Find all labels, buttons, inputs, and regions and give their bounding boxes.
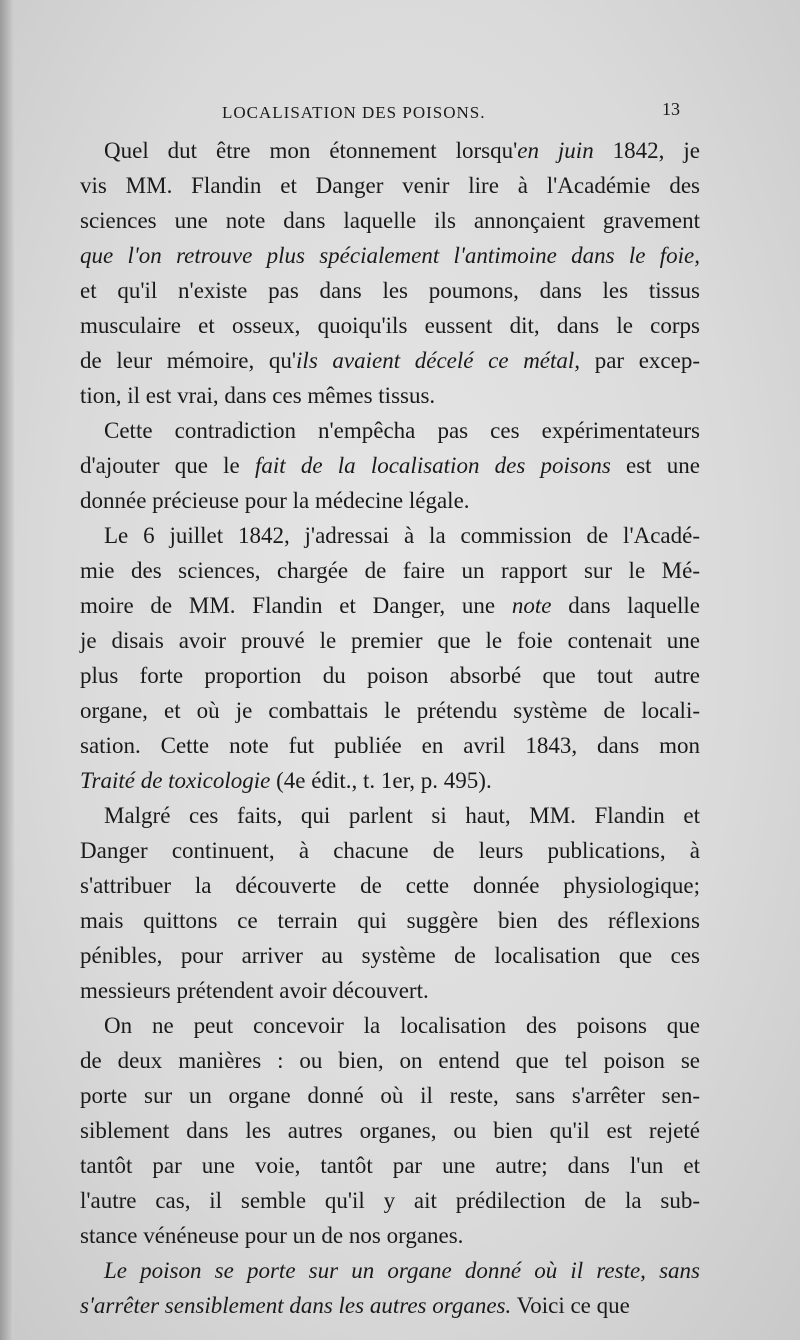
text-segment: organe, et où je combattais le prétendu système de locali-	[80, 698, 700, 723]
text-segment: d'ajouter que le	[80, 453, 255, 478]
text-segment: tantôt par une voie, tantôt par une autre; dans l'un et	[80, 1153, 700, 1178]
text-line	[80, 168, 700, 203]
text-segment: Voici ce que	[511, 1293, 630, 1318]
paragraph	[80, 798, 700, 1008]
text-line	[80, 1113, 700, 1148]
paragraph	[80, 413, 700, 518]
text-line	[80, 413, 700, 448]
text-segment: (4e édit., t. 1er, p. 495).	[270, 768, 492, 793]
text-line	[80, 448, 700, 483]
page-header	[80, 99, 680, 133]
text-line	[80, 308, 700, 343]
text-line	[80, 623, 700, 658]
text-line	[80, 1183, 700, 1218]
text-segment: stance vénéneuse pour un de nos organes.	[80, 1223, 464, 1248]
text-line	[80, 553, 700, 588]
text-segment: Malgré ces faits, qui parlent si haut, MM. Flandin et	[104, 803, 700, 828]
text-segment: sciences une note dans laquelle ils annonçaient gravement	[80, 208, 700, 233]
paragraph	[80, 518, 700, 798]
text-segment: On ne peut concevoir la localisation des poisons que	[104, 1013, 700, 1038]
text-segment: l'autre cas, il semble qu'il y ait prédilection de la sub-	[80, 1188, 700, 1213]
text-line	[80, 658, 700, 693]
text-segment: sation. Cette note fut publiée en avril 1843, dans mon	[80, 733, 700, 758]
text-line	[80, 938, 700, 973]
text-line	[80, 728, 700, 763]
text-segment: je disais avoir prouvé le premier que le foie contenait une	[80, 628, 700, 653]
text-segment: s'attribuer la découverte de cette donnée physiologique;	[80, 873, 700, 898]
text-line	[80, 1008, 700, 1043]
italic-text: s'arrêter sensiblement dans les autres organes.	[80, 1293, 512, 1318]
italic-text: Le poison se porte sur un organe donné où il reste, sans	[104, 1258, 700, 1283]
text-segment: de leur mémoire, qu'	[80, 348, 297, 373]
text-line	[80, 343, 700, 378]
text-line	[80, 203, 700, 238]
italic-text: Traité de toxicologie	[80, 768, 271, 793]
text-segment: par excep-	[580, 348, 701, 373]
text-segment: dans laquelle	[551, 593, 700, 618]
text-line	[80, 1288, 700, 1323]
text-segment: 1842, je	[593, 138, 700, 163]
text-segment: musculaire et osseux, quoiqu'ils eussent dit, dans le corps	[80, 313, 700, 338]
text-line	[80, 273, 700, 308]
text-segment: Le 6 juillet 1842, j'adressai à la commission de l'Acadé-	[104, 523, 700, 548]
text-line	[80, 518, 700, 553]
running-title: LOCALISATION DES POISONS.	[222, 103, 486, 122]
text-line	[80, 1253, 700, 1288]
text-segment: moire de MM. Flandin et Danger, une	[80, 593, 512, 618]
paragraph	[80, 133, 700, 413]
text-segment: vis MM. Flandin et Danger venir lire à l'Académie des	[80, 173, 700, 198]
paragraph	[80, 1253, 700, 1323]
text-line	[80, 133, 700, 168]
page-number: 13	[662, 99, 680, 119]
text-segment: Cette contradiction n'empêcha pas ces expérimentateurs	[104, 418, 700, 443]
text-segment: plus forte proportion du poison absorbé que tout autre	[80, 663, 700, 688]
text-segment: siblement dans les autres organes, ou bien qu'il est rejeté	[80, 1118, 700, 1143]
text-line	[80, 693, 700, 728]
text-line	[80, 1218, 700, 1253]
italic-text: en juin	[517, 138, 594, 163]
text-line	[80, 238, 700, 273]
italic-text: fait de la localisation des poisons	[254, 453, 611, 478]
text-line	[80, 378, 700, 413]
text-line	[80, 763, 700, 798]
italic-text: que l'on retrouve plus spécialement l'antimoine dans le foie,	[80, 243, 700, 268]
text-segment: porte sur un organe donné où il reste, sans s'arrêter sen-	[80, 1083, 700, 1108]
text-segment: Danger continuent, à chacune de leurs publications, à	[80, 838, 700, 863]
text-line	[80, 973, 700, 1008]
text-segment: est une	[610, 453, 700, 478]
italic-text: ils avaient décelé ce métal,	[296, 348, 581, 373]
text-line	[80, 868, 700, 903]
text-segment: Quel dut être mon étonnement lorsqu'	[104, 138, 518, 163]
text-segment: messieurs prétendent avoir découvert.	[80, 978, 429, 1003]
text-line	[80, 1148, 700, 1183]
text-segment: et qu'il n'existe pas dans les poumons, dans les tissus	[80, 278, 700, 303]
text-segment: tion, il est vrai, dans ces mêmes tissus.	[80, 383, 436, 408]
body-text	[80, 133, 700, 1323]
text-line	[80, 833, 700, 868]
text-line	[80, 588, 700, 623]
text-line	[80, 1043, 700, 1078]
paragraph	[80, 1008, 700, 1253]
italic-text: note	[511, 593, 552, 618]
page-gutter-shadow	[0, 0, 14, 1340]
text-line	[80, 798, 700, 833]
text-line	[80, 1078, 700, 1113]
text-segment: donnée précieuse pour la médecine légale.	[80, 488, 470, 513]
text-line	[80, 903, 700, 938]
text-segment: de deux manières : ou bien, on entend que tel poison se	[80, 1048, 700, 1073]
text-line	[80, 483, 700, 518]
text-segment: mais quittons ce terrain qui suggère bien des réflexions	[80, 908, 700, 933]
text-segment: mie des sciences, chargée de faire un rapport sur le Mé-	[80, 558, 700, 583]
text-segment: pénibles, pour arriver au système de localisation que ces	[80, 943, 700, 968]
